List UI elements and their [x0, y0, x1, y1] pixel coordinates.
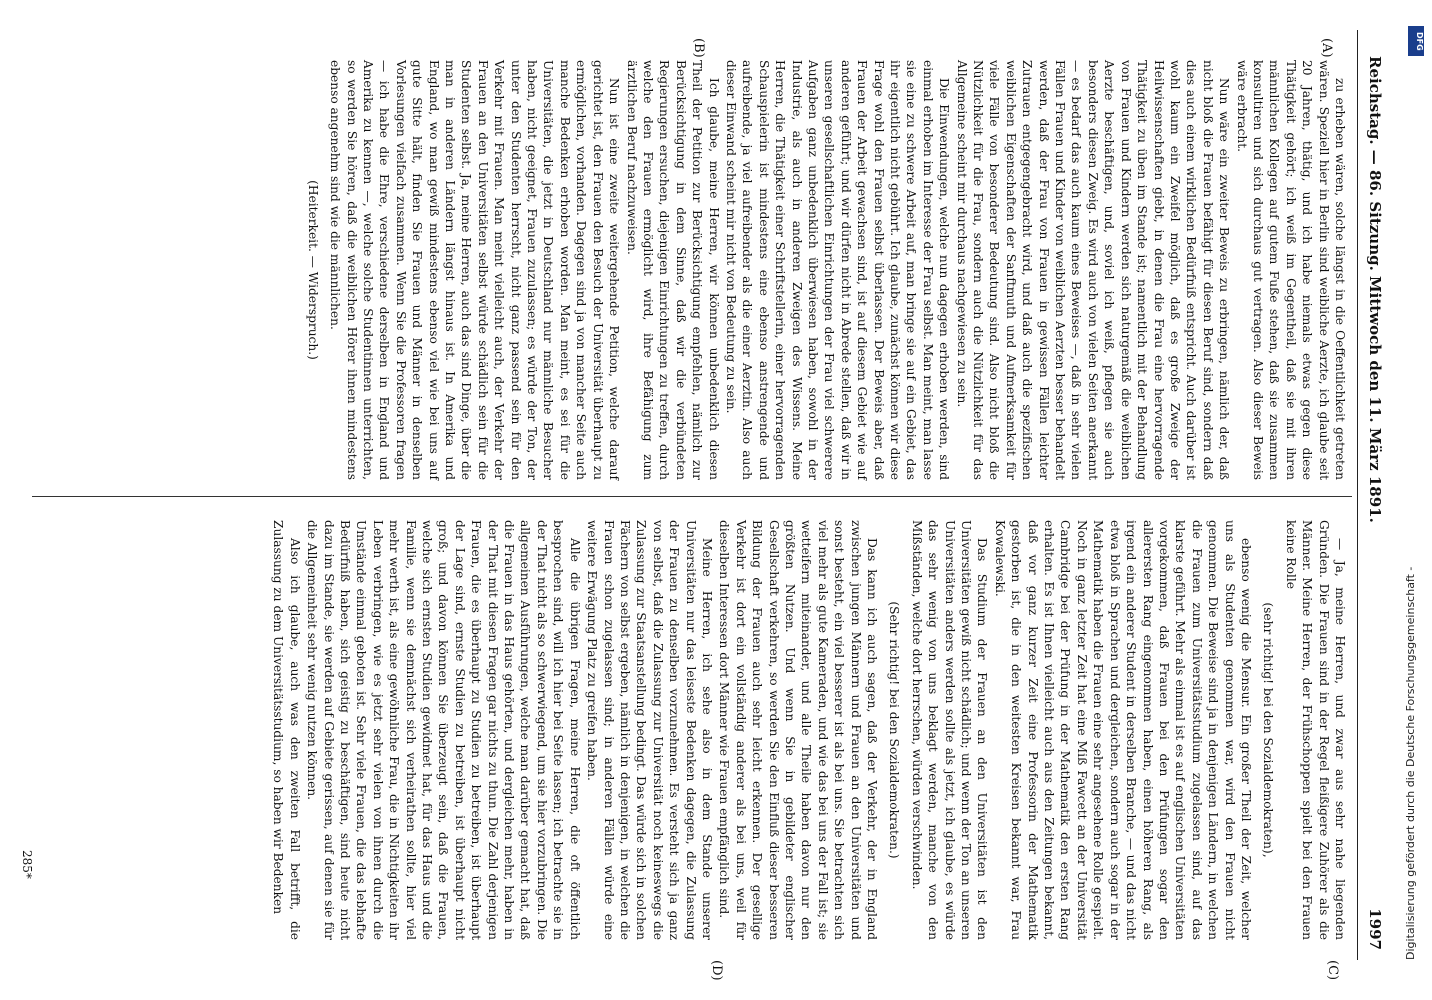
paragraph: Das Studium der Frauen an den Universitäten ist den Universitäten gewiß nicht schädlich; und wenn der Ton an unseren Universitäten anders werden sollte als jetzt, ich glaube, es würde das sehr wenig von uns beklagt werden, manche von den Mißständen, welche dort herrschen, würden verschwinden. [909, 520, 990, 940]
margin-mark-a: (A) [1319, 38, 1334, 58]
interjection: (Sehr richtig! bei den Sozialdemokraten.) [887, 601, 902, 859]
paragraph: Das kann ich auch sagen, daß der Verkehr, der in England zwischen jungen Männern und Frauen an den Universitäten und sonst besteht, ein viel besserer ist als bei uns. Sie betrachten sich viel mehr als gute Kameraden, und wie das bei uns der Fall ist; sie wetteifern miteinander, und alle Theile haben davon nur den größten Nutzen. Und wenn Sie in gebildeter englischer Gesellschaft verkehren, so werden Sie den Einfluß dieser besseren Bildung der Frauen auch sehr leicht erkennen. Der gesellige Verkehr ist dort ein vollständig anderer als bei uns, weil für dieselben Interessen dort Männer wie Frauen empfänglich sind. [717, 520, 880, 940]
interjection: (Heiterkeit. — Widerspruch.) [305, 180, 320, 360]
page-header [1362, 20, 1384, 980]
paragraph: Nun ist eine zweite weitergehende Petition, welche darauf gerichtet ist, den Frauen den Besuch der Universität überhaupt zu ermöglichen, vorhanden. Dagegen sind ja von mancher Seite auch manche Bedenken erhoben worden. Man meint, es sei für die Universitäten, die jetzt in Deutschland nur männliche Besucher haben, nicht geeignet, Frauen zuzulassen; es würde der Ton, der unter den Studenten herrscht, nicht ganz passend sein für den Verkehr mit Frauen. Man meint vielleicht auch, der Verkehr der Frauen an den Universitäten selbst würde schädlich sein für die Studenten selbst. Ja, meine Herren, auch das sind Dinge, über die man in anderen Ländern längst hinaus ist. In Amerika und England, wo man gewiß mindestens ebenso viel wie bei uns auf gute Sitte hält, finden Sie Frauen und Männer in denselben Vorlesungen vielfach zusammen. Wenn Sie die Professoren fragen — ich habe die Ehre, verschiedene derselben in England und Amerika zu kennen —, welche solche Studentinnen unterrichten, so werden Sie hören, daß die weiblichen Hörer ihnen mindestens ebenso angenehm sind wie die männlichen. [328, 60, 622, 480]
paragraph: Also ich glaube, auch was den zweiten Fall betrifft, die Zulassung zu dem Universitätsstudium, so haben wir Bedenken [271, 520, 302, 940]
dfg-logo: DFG [1408, 26, 1424, 56]
page-number: 1997 [1366, 908, 1384, 950]
paragraph: Ich glaube, meine Herren, wir können unbedenklich diesen Theil der Petition zur Berücksichtigung empfehlen, nämlich zur Berücksichtigung in dem Sinne, daß wir die verbündeten Regierungen ersuchen, diejenigen Einrichtungen zu treffen, durch welche den Frauen ermöglicht wird, ihre Befähigung zum ärztlichen Beruf nachzuweisen. [624, 60, 721, 480]
digitization-watermark [1404, 40, 1426, 960]
page-header-title: Reichstag. — 86. Sitzung. Mittwoch den 11. März 1891. [1366, 56, 1384, 523]
interjection: (sehr richtig! bei den Sozialdemokraten), [1261, 602, 1276, 858]
paragraph: — Ja, meine Herren, und zwar aus sehr nahe liegenden Gründen. Die Frauen sind in der Regel fleißigere Zuhörer als die Männer. Meine Herren, der Frühschoppen spielt bei den Frauen keine Rolle [1283, 520, 1347, 940]
margin-mark-b: (B) [691, 38, 706, 58]
paragraph: zu erheben wären, solche längst in die Oeffentlichkeit getreten wären. Speziell hier in Berlin sind weibliche Aerzte, ich glaube seit 20 Jahren, thätig, und ich habe niemals etwas gegen diese Thätigkeit gehört; ich weiß im Gegentheil, daß sie mit ihren männlichen Kollegen auf gutem Fuße stehen, daß sie zusammen konsultiren und sich durchaus gut vertragen. Also dieser Beweis wäre erbracht. [1234, 60, 1347, 480]
column-divider [32, 496, 1352, 497]
paragraph: Meine Herren, ich sehe also in dem Stande unserer Universitäten nur das leiseste Bedenken dagegen, die Zulassung der Frauen zu denselben vorzunehmen. Es versteht sich ja ganz von selbst, daß die Zulassung zur Universität noch keineswegs die Zulassung zur Staatsanstellung bedingt. Das würde sich in solchen Fächern von selbst ergeben, nämlich in denjenigen, in welchen die Frauen schon zugelassen sind; in anderen Fällen würde eine weitere Erwägung Platz zu greifen haben. [585, 520, 714, 940]
page-reference: 285* [20, 850, 34, 879]
right-column [269, 520, 1348, 940]
margin-mark-d: (D) [709, 960, 724, 981]
paragraph: ebenso wenig die Mensur. Ein großer Theil der Zeit, welcher uns als Studenten genommen war, wird den Frauen nicht genommen. Die Beweise sind ja in denjenigen Ländern, in welchen die Frauen zum Universitätsstudium zugelassen sind, auf das klarste geführt. Mehr als einmal ist es auf englischen Universitäten vorgekommen, daß Frauen bei den Prüfungen sogar den allerersten Rang eingenommen haben, einen höheren Rang, als irgend ein anderer Student in derselben Branche, — und das nicht etwa bloß in Sprachen und dergleichen, sondern auch sogar in der Mathematik haben die Frauen eine sehr angesehene Rolle gespielt. Noch in ganz letzter Zeit hat eine Miß Fawcett an der Universität Cambridge bei der Prüfung in der Mathematik den ersten Rang erhalten. Es ist Ihnen vielleicht auch aus den Zeitungen bekannt, daß vor ganz kurzer Zeit eine Professorin der Mathematik gestorben ist, die in den weitesten Kreisen bekannt war, Frau Kowalewski. [992, 520, 1253, 940]
left-column [298, 60, 1348, 480]
margin-mark-c: (C) [1325, 960, 1340, 981]
paragraph: Nun wäre ein zweiter Beweis zu erbringen, nämlich der, daß nicht bloß die Frauen befähigt für diesen Beruf sind, sondern daß dies auch einem wirklichen Bedürfniß entspricht. Auch darüber ist wohl kaum ein Zweifel möglich, daß es große Zweige der Heilwissenschaften giebt, in denen die Frau eine hervorragende Thätigkeit zu üben im Stande ist; namentlich mit der Behandlung von Frauen und Kindern werden sich naturgemäß die weiblichen Aerzte beschäftigen, und, soviel ich weiß, pflegen sie auch besonders diesen Zweig. Es wird auch von vielen Seiten anerkannt — es bedarf das auch kaum eines Beweises —, daß in sehr vielen Fällen Frauen und Kinder von weiblichen Aerzten besser behandelt werden, daß der Frau von Frauen in gewissen Fällen leichter Zutrauen entgegengebracht wird, und daß auch die spezifischen weiblichen Eigenschaften der Sanftmuth und Aufmerksamkeit für viele Fälle von besonderer Bedeutung sind. Also nicht bloß die Nützlichkeit für die Frau, sondern auch die Nützlichkeit für das Allgemeine scheint mir durchaus nachgewiesen zu sein. [954, 60, 1232, 480]
header-rule [1357, 30, 1358, 960]
paragraph: Alle die übrigen Fragen, meine Herren, die oft öffentlich besprochen sind, will ich hier bei Seite lassen; ich betrachte sie in der That nicht als so schwerwiegend, um sie hier vorzubringen. Die allgemeinen Ausführungen, welche man darüber gemacht hat, daß die Frauen in das Haus gehörten, und dergleichen mehr, haben in der That mit diesen Fragen gar nichts zu thun. Die Zahl derjenigen Frauen, die es überhaupt zu Studien zu betreiben, ist überhaupt der Lage sind, ernste Studien zu betreiben, ist überhaupt nicht groß; und davon können Sie überzeugt sein, daß die Frauen, welche sich ernsten Studien gewidmet hat, für das Haus und die Familie, wenn sie demnächst sich verheirathen sollte, hier viel mehr werth ist, als eine gewöhnliche Frau, die in Nichtigkeiten ihr Leben verbringen, wie es jetzt sehr vielen von ihnen durch die Umstände einmal geboten ist. Sehr viele Frauen, die das lebhafte Bedürfniß haben, sich geistig zu beschäftigen, sind heute nicht dazu im Stande, sie werden auf Gebiete gerissen, auf denen sie für die Allgemeinheit sehr wenig nutzen können. [305, 520, 582, 940]
watermark-text: Digitalisierung gefördert durch die Deutsche Forschungsgemeinschaft - [1404, 566, 1417, 960]
paragraph: Die Einwendungen, welche nun dagegen erhoben werden, sind einmal erhoben im Interesse der Frau selbst. Man meint, man lasse sie eine zu schwere Arbeit auf, man bringe sie auf ein Gebiet, das ihr eigentlich nicht gebührt. Ich glaube, zunächst können wir diese Frage wohl den Frauen selbst überlassen. Der Beweis aber, daß Frauen der Arbeit gewachsen sind, ist auf diesem Gebiet wie auf anderen geführt; und wir dürfen nicht in Abrede stellen, daß wir in unseren gesellschaftlichen Einrichtungen der Frau viel schwerere Aufgaben ganz unbedenklich überwiesen haben, sowohl in der Industrie, als auch in anderen Zweigen des Wissens. Meine Herren, die Thätigkeit einer Schriftstellerin, einer hervorragenden Schauspielerin ist mindestens eine ebenso anstrengende und aufreibende, ja viel aufreibender als die einer Aerztin. Also auch dieser Einwand scheint mir nicht von Bedeutung zu sein. [723, 60, 952, 480]
